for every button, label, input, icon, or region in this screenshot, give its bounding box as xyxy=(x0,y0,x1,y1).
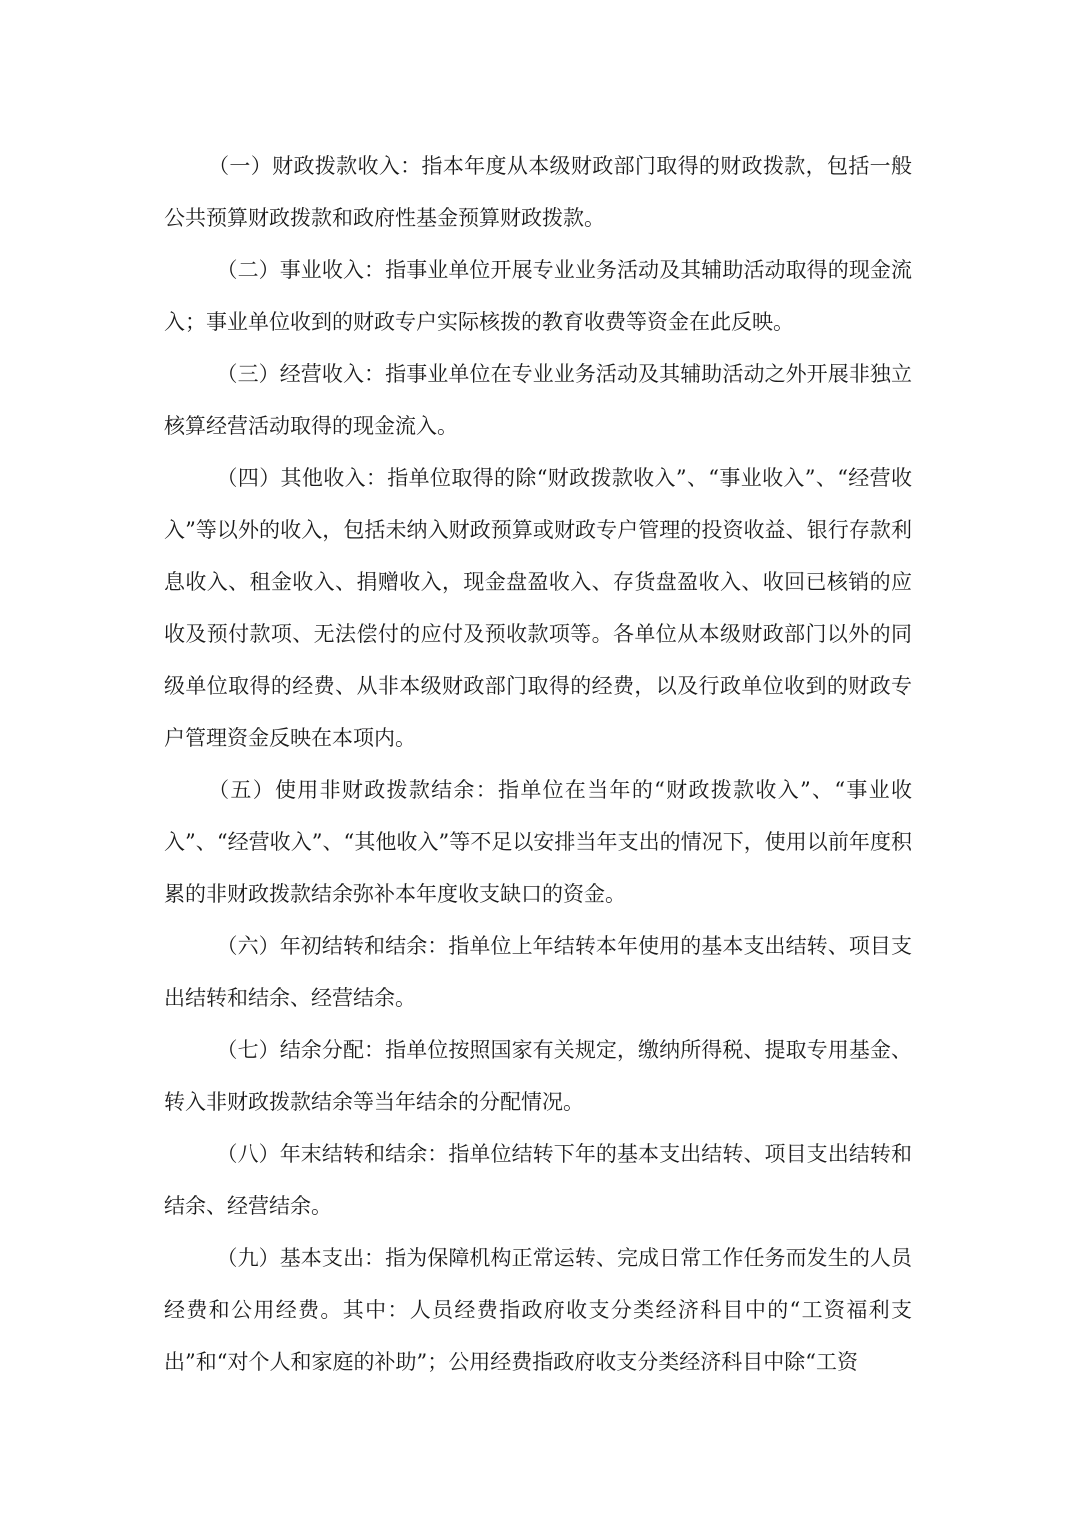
paragraph-1: （一）财政拨款收入：指本年度从本级财政部门取得的财政拨款，包括一般公共预算财政拨款和政府性基金预算财政拨款。 xyxy=(164,154,912,230)
paragraph-2: （二）事业收入：指事业单位开展专业业务活动及其辅助活动取得的现金流入；事业单位收到的财政专户实际核拨的教育收费等资金在此反映。 xyxy=(164,258,912,334)
paragraph-8: （八）年末结转和结余：指单位结转下年的基本支出结转、项目支出结转和结余、经营结余。 xyxy=(164,1142,912,1218)
paragraph-6: （六）年初结转和结余：指单位上年结转本年使用的基本支出结转、项目支出结转和结余、经营结余。 xyxy=(164,934,912,1010)
paragraph-4: （四）其他收入：指单位取得的除“财政拨款收入”、“事业收入”、“经营收入”等以外的收入，包括未纳入财政预算或财政专户管理的投资收益、银行存款利息收入、租金收入、捐赠收入，现金盘盈收入、存货盘盈收入、收回已核销的应收及预付款项、无法偿付的应付及预收款项等。各单位从本级财政部门以外的同级单位取得的经费、从非本级财政部门取得的经费，以及行政单位收到的财政专户管理资金反映在本项内。 xyxy=(164,466,912,750)
document-body xyxy=(164,140,912,1388)
paragraph-5: （五）使用非财政拨款结余：指单位在当年的“财政拨款收入”、“事业收入”、“经营收入”、“其他收入”等不足以安排当年支出的情况下，使用以前年度积累的非财政拨款结余弥补本年度收支缺口的资金。 xyxy=(164,778,912,906)
paragraph-3: （三）经营收入：指事业单位在专业业务活动及其辅助活动之外开展非独立核算经营活动取得的现金流入。 xyxy=(164,362,912,438)
paragraph-9: （九）基本支出：指为保障机构正常运转、完成日常工作任务而发生的人员经费和公用经费。其中：人员经费指政府收支分类经济科目中的“工资福利支出”和“对个人和家庭的补助”；公用经费指政府收支分类经济科目中除“工资 xyxy=(164,1246,912,1374)
paragraph-7: （七）结余分配：指单位按照国家有关规定，缴纳所得税、提取专用基金、转入非财政拨款结余等当年结余的分配情况。 xyxy=(164,1038,912,1114)
